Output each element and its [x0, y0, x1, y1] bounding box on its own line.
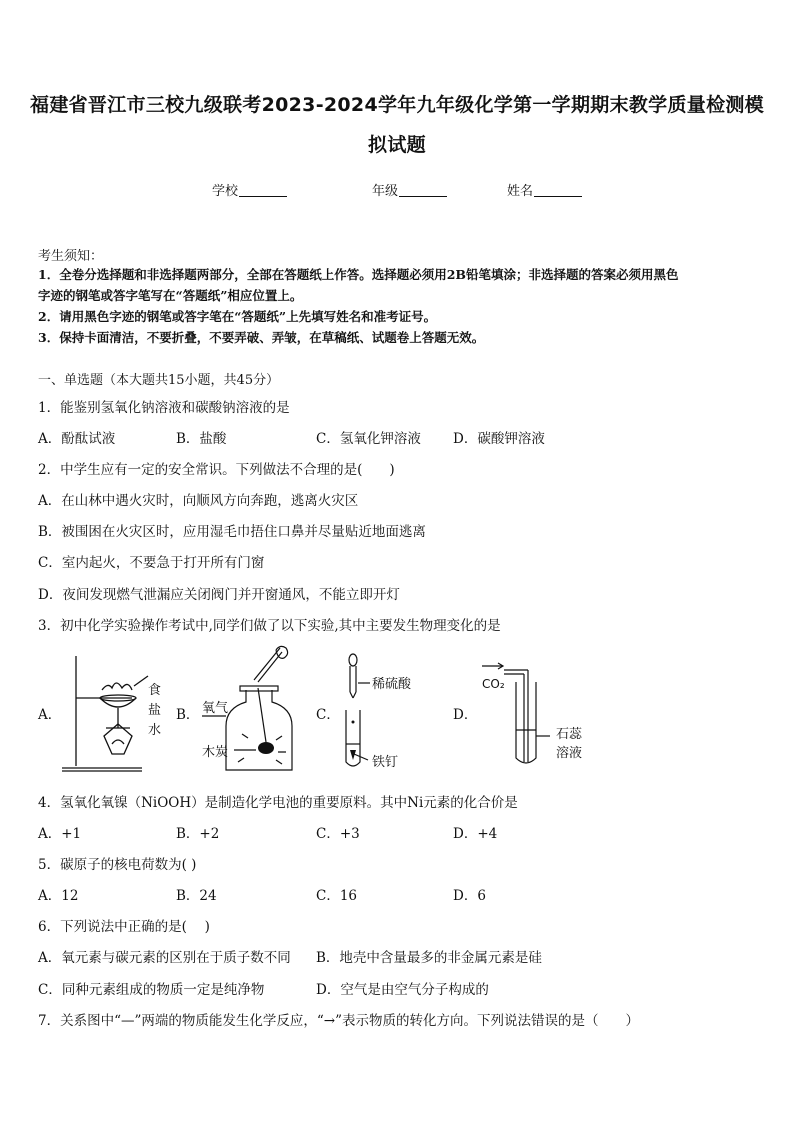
q2-option-a: A．在山林中遇火灾时，向顺风方向奔跑，逃离火灾区	[38, 493, 359, 509]
q3-stem: 3．初中化学实验操作考试中,同学们做了以下实验,其中主要发生物理变化的是	[38, 618, 501, 634]
school-field	[212, 180, 287, 199]
figure-acid-iron	[340, 650, 420, 775]
q7-stem: 7．关系图中“—”两端的物质能发生化学反应，“→”表示物质的转化方向。下列说法错误的是（ ）	[38, 1013, 640, 1029]
salt-water-label	[148, 683, 161, 738]
q1-stem: 1．能鉴别氢氧化钠溶液和碳酸钠溶液的是	[38, 400, 290, 416]
q2-option-c: C．室内起火，不要急于打开所有门窗	[38, 555, 265, 571]
salt-water-char: 盐	[148, 703, 162, 718]
q3-option-a: A．	[38, 707, 62, 723]
name-field	[507, 180, 582, 199]
q5-option-d: D．6	[453, 888, 486, 904]
q3-option-d: D．	[453, 707, 478, 723]
name-label: 姓名	[507, 184, 534, 199]
q5-option-c: C．16	[316, 888, 358, 904]
section-heading: 一、单选题（本大题共15小题，共45分）	[38, 373, 280, 388]
grade-label: 年级	[372, 184, 399, 199]
oxygen-label: 氧气	[202, 701, 229, 716]
figure-charcoal-oxygen	[196, 642, 302, 777]
q2-option-b: B．被围困在火灾区时，应用湿毛巾捂住口鼻并尽量贴近地面逃离	[38, 524, 426, 540]
school-label: 学校	[212, 184, 239, 199]
q2-option-d: D．夜间发现燃气泄漏应关闭阀门并开窗通风，不能立即开灯	[38, 587, 400, 603]
figure-evaporation	[62, 650, 172, 775]
q1-option-c: C．氢氧化钾溶液	[316, 431, 421, 447]
q4-option-b: B．+2	[176, 826, 220, 842]
school-blank	[239, 183, 287, 197]
salt-water-char: 食	[148, 683, 162, 698]
q6-option-c: C．同种元素组成的物质一定是纯净物	[38, 982, 265, 998]
litmus-label-line1: 石蕊	[556, 727, 583, 742]
q4-option-c: C．+3	[316, 826, 360, 842]
charcoal-label: 木炭	[202, 745, 229, 760]
q2-stem: 2．中学生应有一定的安全常识。下列做法不合理的是( )	[38, 462, 395, 478]
q3-option-b: B．	[176, 707, 200, 723]
grade-field	[372, 180, 447, 199]
notice-item: 3．保持卡面清洁，不要折叠，不要弄破、弄皱，在草稿纸、试题卷上答题无效。	[38, 330, 485, 345]
salt-water-char: 水	[148, 723, 162, 738]
q5-stem: 5．碳原子的核电荷数为( )	[38, 857, 197, 873]
q3-option-c: C．	[316, 707, 340, 723]
name-blank	[534, 183, 582, 197]
notice-item: 字迹的钢笔或答字笔写在“答题纸”相应位置上。	[38, 288, 303, 303]
q6-option-d: D．空气是由空气分子构成的	[316, 982, 489, 998]
q5-option-b: B．24	[176, 888, 217, 904]
dilute-acid-label: 稀硫酸	[372, 677, 412, 692]
notice-heading: 考生须知：	[38, 249, 104, 264]
q4-stem: 4．氢氧化氧镍（NiOOH）是制造化学电池的重要原料。其中Ni元素的化合价是	[38, 795, 518, 811]
figure-co2-litmus	[478, 658, 588, 770]
page-title-line1: 福建省晋江市三校九级联考2023-2024学年九年级化学第一学期期末教学质量检测模	[30, 94, 764, 116]
notice-item: 2．请用黑色字迹的钢笔或答字笔在“答题纸”上先填写姓名和准考证号。	[38, 309, 437, 324]
q6-stem: 6．下列说法中正确的是( )	[38, 919, 210, 935]
q1-option-a: A．酚酞试液	[38, 431, 116, 447]
notice-item: 1．全卷分选择题和非选择题两部分，全部在答题纸上作答。选择题必须用2B铅笔填涂；非选择题的答案必须用黑色	[38, 267, 679, 282]
q4-option-d: D．+4	[453, 826, 498, 842]
q6-option-a: A．氧元素与碳元素的区别在于质子数不同	[38, 950, 291, 966]
litmus-label-line2: 溶液	[556, 746, 583, 761]
grade-blank	[399, 183, 447, 197]
q1-option-d: D．碳酸钾溶液	[453, 431, 545, 447]
q5-option-a: A．12	[38, 888, 79, 904]
co2-label: CO₂	[482, 677, 505, 691]
q6-option-b: B．地壳中含量最多的非金属元素是硅	[316, 950, 542, 966]
q4-option-a: A．+1	[38, 826, 82, 842]
page-title-line2: 拟试题	[368, 134, 426, 156]
iron-nail-label: 铁钉	[372, 755, 399, 770]
q1-option-b: B．盐酸	[176, 431, 227, 447]
